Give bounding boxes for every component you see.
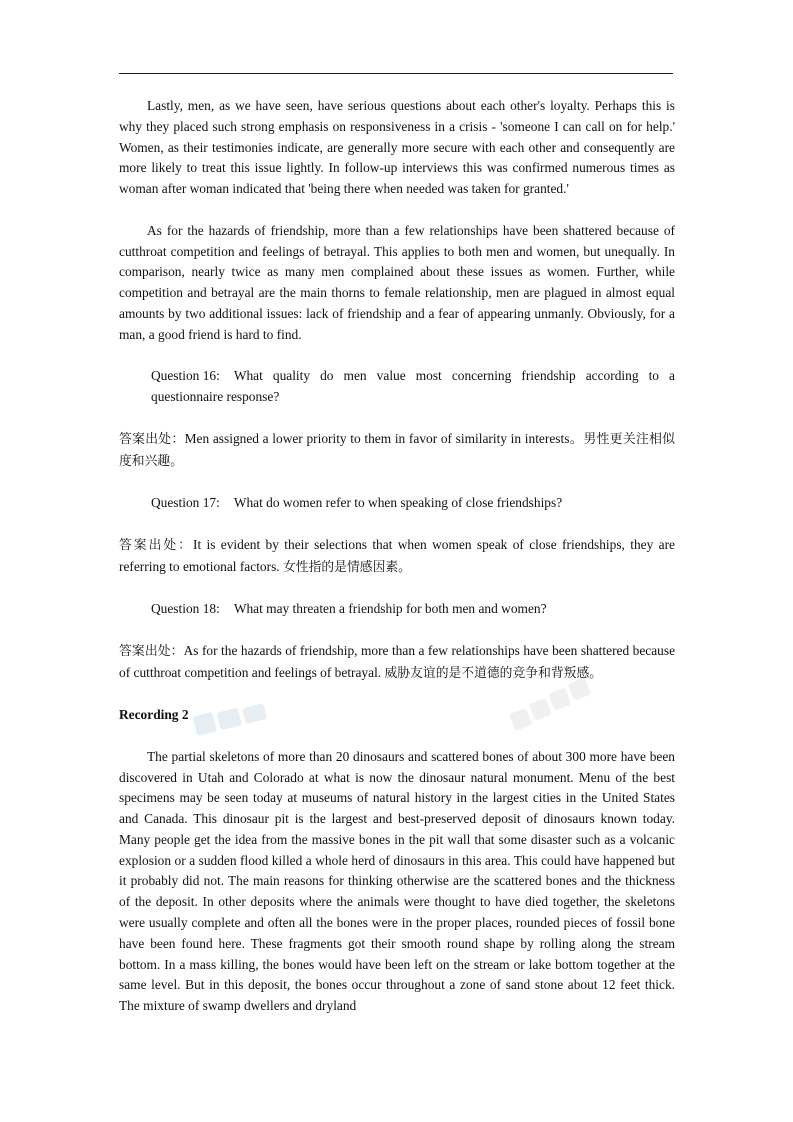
answer-label: 答案出处：	[119, 537, 193, 553]
question-text: What quality do men value most concerning friendship according to a questionnaire response?	[151, 368, 675, 405]
paragraph-loyalty: Lastly, men, as we have seen, have serious questions about each other's loyalty. Perhaps this is why they placed such strong emphasis on responsiveness in a crisis - 'someone I can call on for help.' Women, as their testimonies indicate, are generally more secure with each other and consequently are more likely to treat this issue lightly. In follow-up interviews this was confirmed numerous times as woman after woman indicated that 'being there when needed was taken for granted.'	[119, 98, 675, 197]
question-16	[119, 366, 675, 408]
answer-english: As for the hazards of friendship, more than a few relationships have been shattered because of cutthroat competition and feelings of betrayal.	[119, 642, 676, 680]
question-number: Question 18:	[151, 601, 220, 617]
answer-label: 答案出处：	[119, 643, 184, 659]
question-number: Question 17:	[151, 495, 220, 511]
header-rule	[119, 73, 673, 74]
answer-17	[119, 535, 675, 579]
question-17	[119, 493, 675, 514]
question-number: Question 16:	[151, 368, 220, 384]
answer-english: Men assigned a lower priority to them in favor of similarity in interests。	[184, 430, 584, 446]
paragraph-hazards: As for the hazards of friendship, more than a few relationships have been shattered because of cutthroat competition and feelings of betrayal. This applies to both men and women, but unequally. In comparison, nearly twice as many men complained about these issues as women. Further, while competition and betrayal are the main thorns to female relationship, men are plagued in almost equal amounts by two additional issues: lack of friendship and a fear of appearing unmanly. Obviously, for a man, a good friend is hard to find.	[119, 222, 675, 342]
recording-heading: Recording 2	[119, 707, 189, 723]
answer-chinese: 女性指的是情感因素。	[282, 559, 411, 575]
answer-english: It is evident by their selections that when women speak of close friendships, they are referring to emotional factors.	[119, 536, 676, 574]
question-18	[119, 599, 675, 620]
question-text: What do women refer to when speaking of close friendships?	[233, 495, 563, 511]
recording-transcript: The partial skeletons of more than 20 dinosaurs and scattered bones of about 300 more have been discovered in Utah and Colorado at what is now the dinosaur natural monument. Menu of the best specimens may be seen today at museums of natural history in the largest cities in the United States and Canada. This dinosaur pit is the largest and best-preserved deposit of dinosaurs known today. Many people get the idea from the massive bones in the pit wall that some disaster such as a volcanic explosion or a sudden flood killed a whole herd of dinosaurs in this area. This could have happened but it probably did not. The main reasons for thinking otherwise are the scattered bones and the thickness of the deposit. In other deposits where the animals were thought to have died together, the skeletons were usually complete and often all the bones were in the proper places, rounded pieces of fossil bone have been found here. These fragments got their smooth round shape by rolling along the stream bottom. In a mass killing, the bones would have been left on the stream or lake bottom together at the same level. But in this deposit, the bones occur throughout a zone of sand stone about 12 feet thick. The mixture of swamp dwellers and dryland	[119, 748, 675, 1014]
answer-16	[119, 429, 675, 473]
answer-label: 答案出处：	[119, 431, 185, 447]
question-text: What may threaten a friendship for both men and women?	[233, 601, 547, 617]
document-body	[119, 96, 675, 1017]
answer-chinese: 男性更关注相似度和兴趣。	[119, 431, 676, 469]
answer-chinese: 威胁友谊的是不道德的竞争和背叛感。	[384, 665, 603, 681]
